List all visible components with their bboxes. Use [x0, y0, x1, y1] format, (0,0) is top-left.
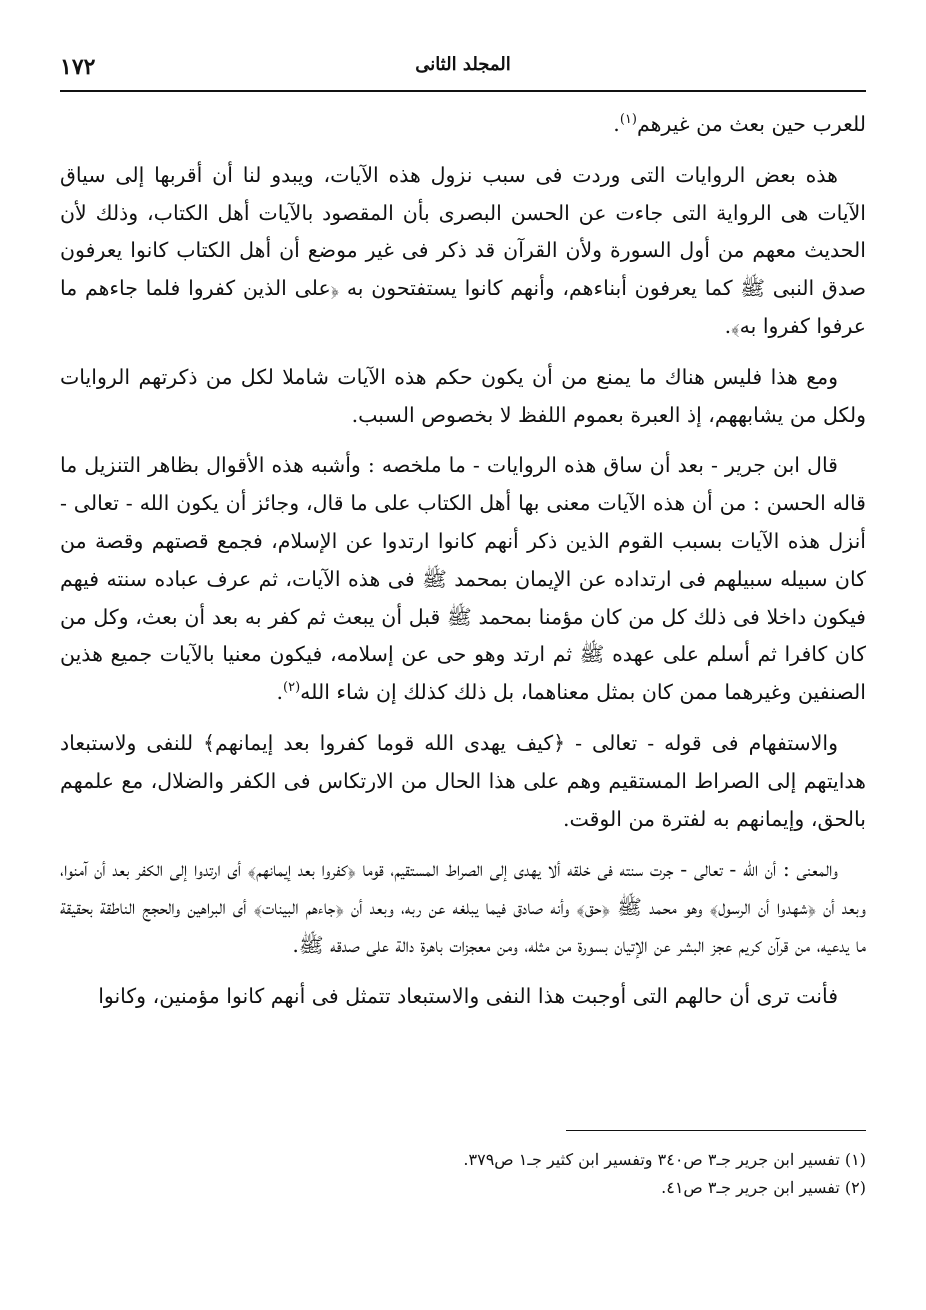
paragraph-7: فأنت ترى أن حالهم التى أوجبت هذا النفى والاستبعاد تتمثل فى أنهم كانوا مؤمنين، وكانوا [98, 983, 838, 1008]
footnote-2: (٢) تفسير ابن جرير جـ٣ ص٤١. [661, 1178, 866, 1197]
footnote-rule [566, 1130, 866, 1131]
page-header [60, 46, 866, 92]
paragraph-4-text: قال ابن جرير - بعد أن ساق هذه الروايات - ما ملخصه : وأشبه هذه الأقوال بظاهر التنزيل ما قاله الحسن : من أن هذه الآيات معنى بها أهل الكتاب على ما قال، وجائز أن يكون الله - تعالى - أنزل هذه الآيات بسبب القوم الذين ذكر أنهم كانوا ارتدوا عن الإسلام، فجمع قصتهم وقصة من كان سبيله سبيلهم فى ارتداده عن الإيمان بمحمد ﷺ فى هذه الآيات، ثم عرف عباده سنته فيهم فيكون داخلا فى ذلك كل من كان مؤمنا بمحمد ﷺ قبل أن يبعث ثم كفر به بعد أن بعث، وكل من كان كافرا ثم أسلم على عهده ﷺ ثم ارتد وهو حى عن إسلامه، فيكون معنيا بالآيات جميع هذين الصنفين وغيرهما ممن كان بمثل معناهما، بل ذلك كذلك إن شاء الله [60, 453, 866, 705]
footnote-ref-2: (٢) [283, 680, 301, 696]
running-title: المجلد الثانى [415, 54, 511, 75]
header-rule [60, 90, 866, 92]
paragraph-1: للعرب حين بعث من غيرهم$^{(١)}$. [613, 112, 866, 136]
paragraph-5: والاستفهام فى قوله - تعالى - ﴿كيف يهدى الله قوما كفروا بعد إيمانهم﴾ للنفى ولاستبعاد هدايتهم إلى الصراط المستقيم وهم على هذا الحال من الارتكاس فى الكفر والضلال، مع علمهم بالحق، وإيمانهم به لفترة من الوقت. [60, 730, 866, 831]
page-number: ١٧٢ [60, 54, 96, 80]
paragraph-4: قال ابن جرير - بعد أن ساق هذه الروايات - ما ملخصه : وأشبه هذه الأقوال بظاهر التنزيل ما قاله الحسن : من أن هذه الآيات معنى بها أهل الكتاب على ما قال، وجائز أن يكون الله - تعالى - أنزل هذه الآيات بسبب القوم الذين ذكر أنهم كانوا ارتدوا عن الإسلام، فجمع قصتهم وقصة من كان سبيله سبيلهم فى ارتداده عن الإيمان بمحمد ﷺ فى هذه الآيات، ثم عرف عباده سنته فيهم فيكون داخلا فى ذلك كل من كان مؤمنا بمحمد ﷺ قبل أن يبعث ثم كفر به بعد أن بعث، وكل من كان كافرا ثم أسلم على عهده ﷺ ثم ارتد وهو حى عن إسلامه، فيكون معنيا بالآيات جميع هذين الصنفين وغيرهما ممن كان بمثل معناهما، بل ذلك كذلك إن شاء الله$^{(٢)}$. [60, 453, 866, 705]
paragraph-6: والمعنى : أن الله - تعالى - جرت سنته فى خلقه ألا يهدى إلى الصراط المستقيم، قوما ﴿كفروا بعد إيمانهم﴾ أى ارتدوا إلى الكفر بعد أن آمنوا، وبعد أن ﴿شهدوا أن الرسول﴾ وهو محمد ﷺ ﴿حق﴾ وأنه صادق فيما يبلغه عن ربه، وبعد أن ﴿جاءهم البينات﴾ أى البراهين والحجج الناطقة بحقيقة ما يدعيه، من قرآن كريم عجز البشر عن الإتيان بسورة من مثله، ومن معجزات باهرة دالة على صدقه ﷺ. [60, 857, 866, 957]
footnotes [60, 1146, 866, 1202]
paragraph-2: هذه بعض الروايات التى وردت فى سبب نزول هذه الآيات، ويبدو لنا أن أقربها إلى سياق الآيات هى الرواية التى جاءت عن الحسن البصرى بأن المقصود بالآيات أهل الكتاب، وذلك لأن الحديث معهم من أول السورة ولأن القرآن قد ذكر فى غير موضع أن أهل الكتاب كانوا يعرفون صدق النبى ﷺ كما يعرفون أبناءهم، وأنهم كانوا يستفتحون به ﴿على الذين كفروا فلما جاءهم ما عرفوا كفروا به﴾. [60, 162, 866, 338]
footnote-ref-1: (١) [619, 112, 637, 128]
body-text [60, 106, 866, 1029]
footnote-1: (١) تفسير ابن جرير جـ٣ ص٣٤٠ وتفسير ابن كثير جـ١ ص٣٧٩. [463, 1150, 866, 1169]
paragraph-1-text: للعرب حين بعث من غيرهم [636, 112, 866, 136]
paragraph-3: ومع هذا فليس هناك ما يمنع من أن يكون حكم هذه الآيات شاملا لكل من ذكرتهم الروايات ولكل من يشابههم، إذ العبرة بعموم اللفظ لا بخصوص السبب. [60, 364, 866, 427]
